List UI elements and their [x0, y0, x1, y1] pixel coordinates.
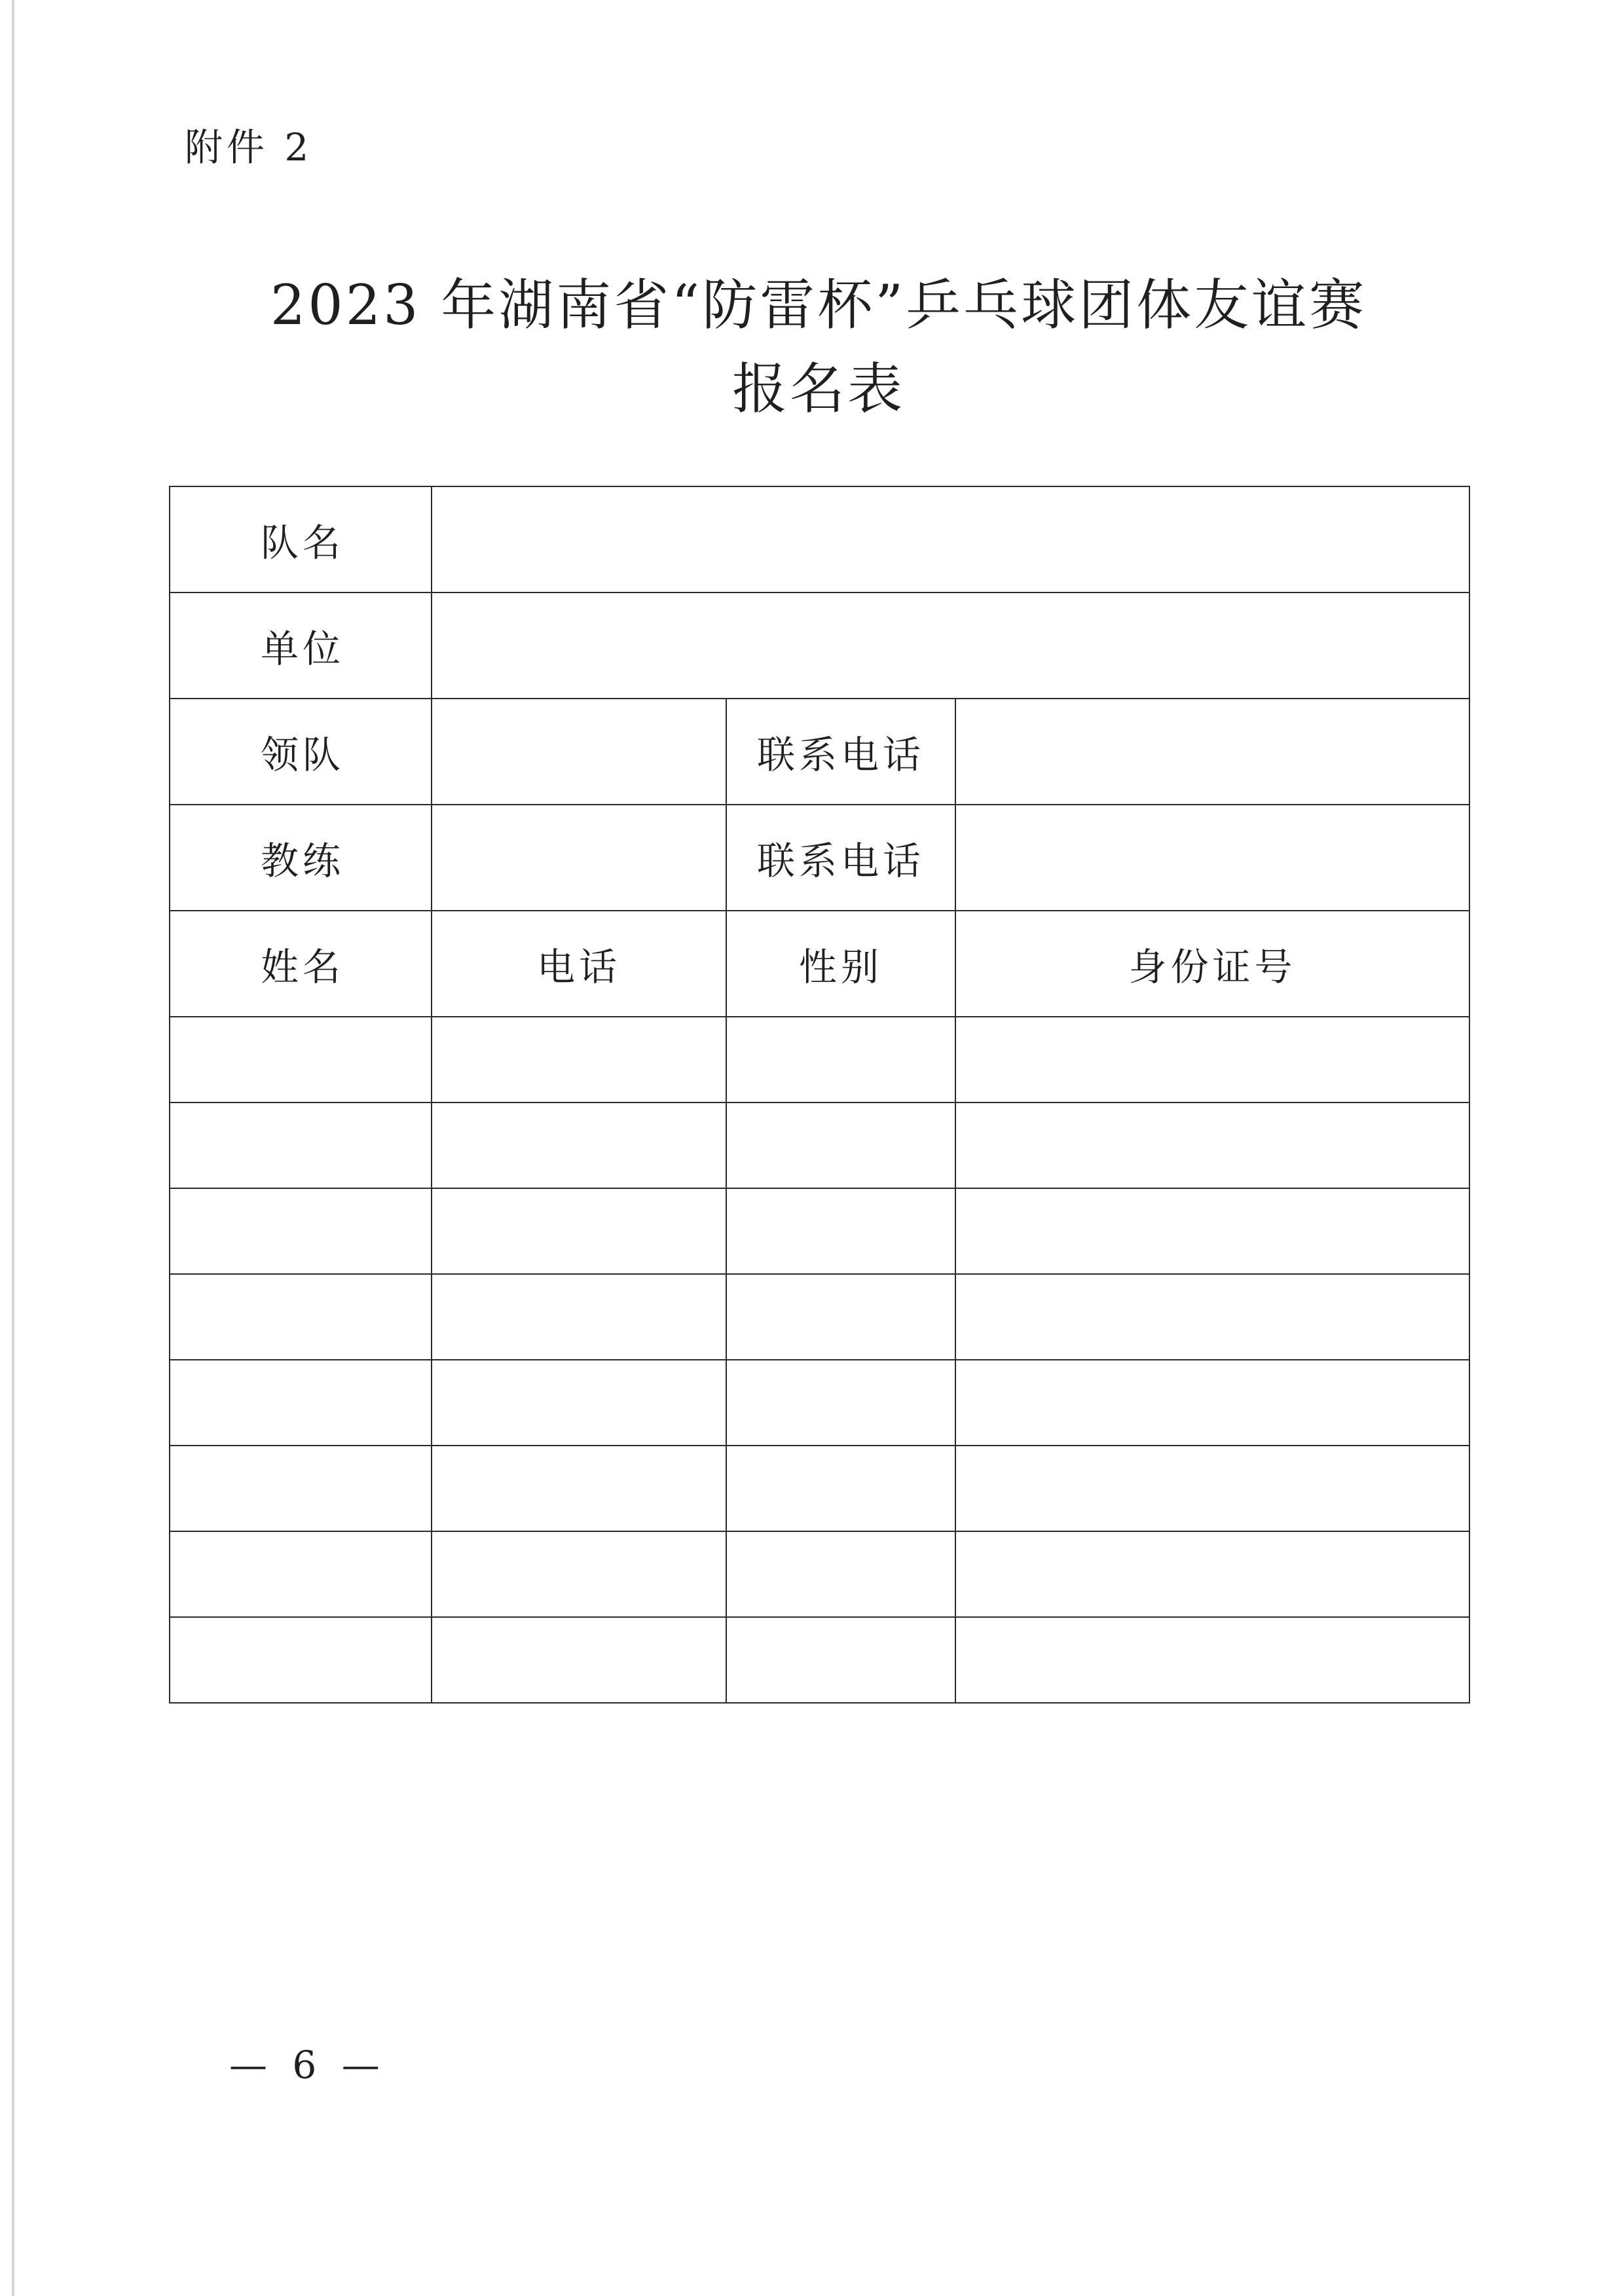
player-phone-cell[interactable] [432, 1102, 726, 1188]
title-line-2: 报名表 [731, 357, 905, 421]
leader-phone-field[interactable] [955, 699, 1469, 805]
player-id-cell[interactable] [955, 1017, 1469, 1102]
player-row [170, 1360, 1469, 1446]
player-gender-cell[interactable] [726, 1360, 955, 1446]
team-name-label: 队名 [170, 486, 432, 592]
player-phone-cell[interactable] [432, 1360, 726, 1446]
column-header-row [170, 911, 1469, 1017]
player-id-cell[interactable] [955, 1102, 1469, 1188]
column-header-phone: 电话 [432, 911, 726, 1017]
team-name-row [170, 486, 1469, 592]
player-rows [170, 1017, 1469, 1703]
player-gender-cell[interactable] [726, 1188, 955, 1274]
column-header-name: 姓名 [170, 911, 432, 1017]
player-name-cell[interactable] [170, 1188, 432, 1274]
coach-field[interactable] [432, 805, 726, 911]
coach-phone-field[interactable] [955, 805, 1469, 911]
player-phone-cell[interactable] [432, 1617, 726, 1703]
player-name-cell[interactable] [170, 1446, 432, 1531]
player-phone-cell[interactable] [432, 1017, 726, 1102]
player-row [170, 1617, 1469, 1703]
player-phone-cell[interactable] [432, 1446, 726, 1531]
player-row [170, 1188, 1469, 1274]
coach-phone-label: 联系电话 [726, 805, 955, 911]
player-name-cell[interactable] [170, 1531, 432, 1617]
player-id-cell[interactable] [955, 1446, 1469, 1531]
title-line-1: 2023 年湖南省“防雷杯”乒乓球团体友谊赛 [270, 273, 1367, 337]
leader-field[interactable] [432, 699, 726, 805]
player-gender-cell[interactable] [726, 1274, 955, 1360]
column-header-gender: 性别 [726, 911, 955, 1017]
column-header-id-number: 身份证号 [955, 911, 1469, 1017]
player-id-cell[interactable] [955, 1274, 1469, 1360]
player-gender-cell[interactable] [726, 1017, 955, 1102]
attachment-label: 附件 2 [185, 125, 313, 170]
unit-row [170, 592, 1469, 699]
player-row [170, 1446, 1469, 1531]
player-phone-cell[interactable] [432, 1531, 726, 1617]
page-number: — 6 — [229, 2043, 386, 2087]
player-row [170, 1102, 1469, 1188]
player-name-cell[interactable] [170, 1360, 432, 1446]
player-id-cell[interactable] [955, 1531, 1469, 1617]
player-name-cell[interactable] [170, 1102, 432, 1188]
team-name-field[interactable] [432, 486, 1469, 592]
player-name-cell[interactable] [170, 1017, 432, 1102]
player-gender-cell[interactable] [726, 1531, 955, 1617]
player-gender-cell[interactable] [726, 1446, 955, 1531]
registration-form-table [169, 486, 1470, 1704]
coach-label: 教练 [170, 805, 432, 911]
player-row [170, 1531, 1469, 1617]
player-gender-cell[interactable] [726, 1617, 955, 1703]
player-name-cell[interactable] [170, 1617, 432, 1703]
player-gender-cell[interactable] [726, 1102, 955, 1188]
document-title [0, 263, 1624, 431]
player-phone-cell[interactable] [432, 1188, 726, 1274]
leader-label: 领队 [170, 699, 432, 805]
player-phone-cell[interactable] [432, 1274, 726, 1360]
unit-field[interactable] [432, 592, 1469, 699]
player-row [170, 1274, 1469, 1360]
leader-phone-label: 联系电话 [726, 699, 955, 805]
player-id-cell[interactable] [955, 1617, 1469, 1703]
coach-row [170, 805, 1469, 911]
player-id-cell[interactable] [955, 1360, 1469, 1446]
player-row [170, 1017, 1469, 1102]
player-id-cell[interactable] [955, 1188, 1469, 1274]
unit-label: 单位 [170, 592, 432, 699]
player-name-cell[interactable] [170, 1274, 432, 1360]
leader-row [170, 699, 1469, 805]
